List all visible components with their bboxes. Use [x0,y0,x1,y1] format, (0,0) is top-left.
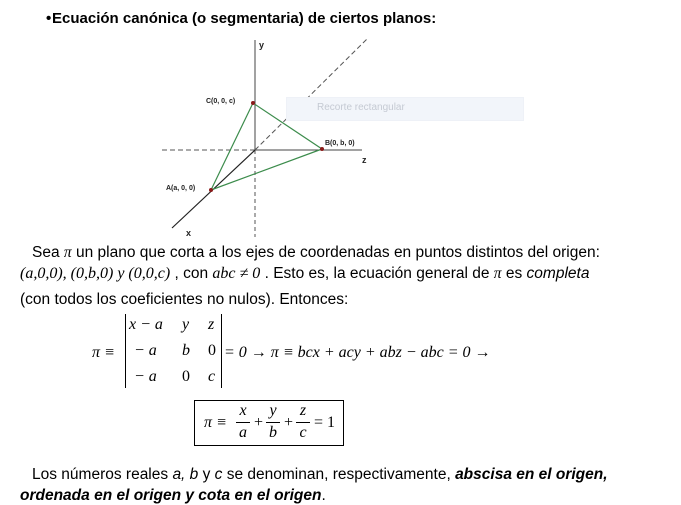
section-heading: Ecuación canónica (o segmentaria) de ciertos planos: [52,10,437,27]
eq-num-x: x [239,402,247,419]
eq-den-c: c [299,424,307,441]
det-rhs: = 0 → π ≡ bcx + acy + abz − abc = 0 → [224,344,491,361]
paragraph2-line-1: Los números reales a, b y c se denominan, respectivamente, abscisa en el origen, [32,466,608,483]
eq-num-y: y [269,402,277,419]
point-a-marker [209,188,213,192]
det-cell: y [182,316,190,333]
det-cell: c [208,368,216,385]
paragraph-line-2: (a,0,0), (0,b,0) y (0,0,c) , con abc ≠ 0 . Esto es, la ecuación general de π es completa [20,265,590,282]
paragraph-line-1: Sea π un plano que corta a los ejes de coordenadas en puntos distintos del origen: [32,244,600,261]
eq-num-z: z [299,402,307,419]
point-b-marker [320,147,324,151]
point-a-label: A(a, 0, 0) [166,185,196,192]
z-axis-label: z [362,155,367,165]
point-b-label: B(0, b, 0) [325,140,355,147]
eq-plus: + [284,414,294,431]
canonical-equation-box [194,400,344,446]
eq-den-a: a [239,424,247,441]
eq-den-b: b [269,424,277,441]
det-cell: z [208,316,215,333]
diagonal-hidden [255,38,368,150]
det-cell: b [182,342,190,359]
det-lhs: π ≡ [92,344,115,361]
plane-figure [150,32,380,242]
overlay-label: Recorte rectangular [317,102,405,113]
eq-lhs: π ≡ [204,414,227,431]
det-cell: x − a [129,316,163,333]
rectangular-snip-overlay [286,97,524,121]
paragraph-line-3: (con todos los coeficientes no nulos). Entonces: [20,291,349,308]
point-c-label: C(0, 0, c) [206,98,236,105]
bullet-icon: • [46,10,52,27]
det-cell: − a [134,368,157,385]
paragraph2-line-2: ordenada en el origen y cota en el origen. [20,487,326,504]
point-c-marker [251,101,255,105]
eq-rhs: = 1 [314,414,336,431]
y-axis-label: y [259,40,265,50]
x-axis-label: x [186,228,192,238]
det-cell: 0 [208,342,216,359]
determinant-matrix [125,314,222,388]
det-cell: 0 [182,368,190,385]
eq-plus: + [254,414,264,431]
det-cell: − a [134,342,157,359]
